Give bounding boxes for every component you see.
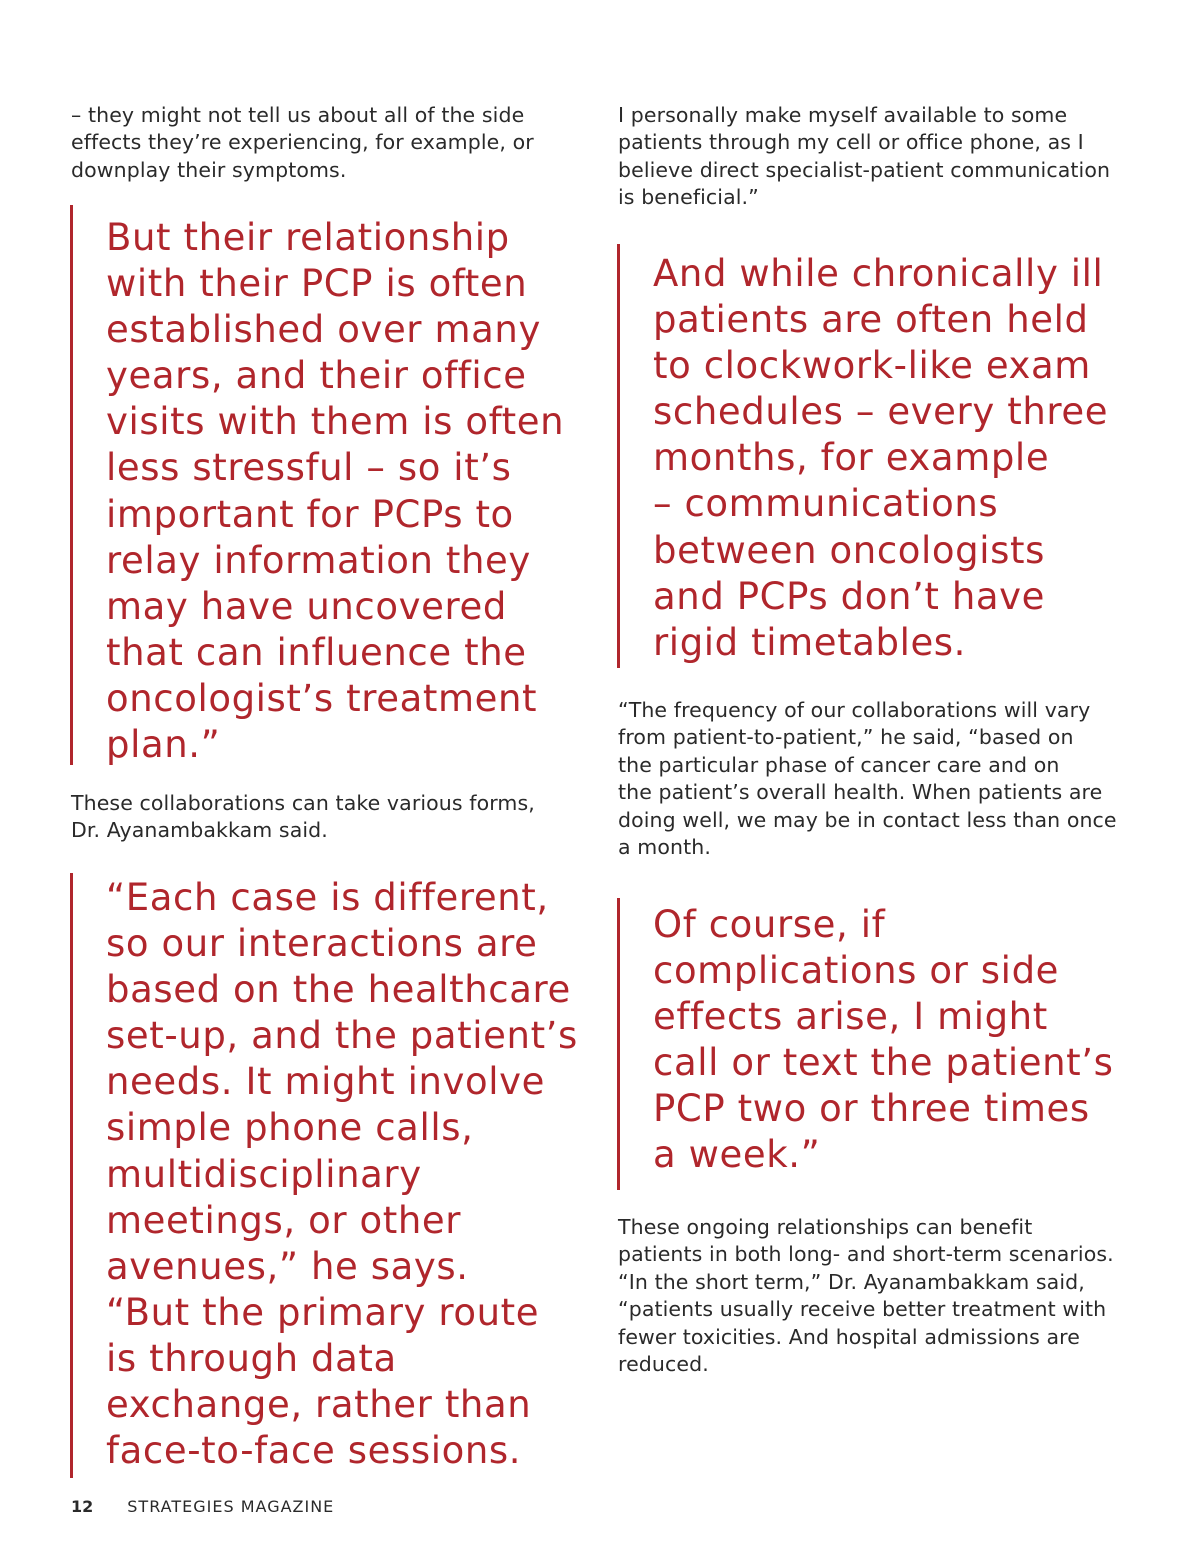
page-footer [71,1497,334,1516]
left-pull-quote-2 [70,873,578,1478]
left-pull-quote-1-text: But their relationship with their PCP is often established over many years, and their office visits with them is often less stressful – so it’s important for PCPs to relay information they may have uncovered that can influence the oncologist’s treatment plan.” [106,216,565,767]
right-pull-quote-2-text: Of course, if complications or side effects arise, I might call or text the patient’s PCP two or three times a week.” [653,903,1114,1177]
right-pull-quote-2 [617,898,1114,1190]
left-pull-quote-1 [70,205,564,765]
page-number: 12 [71,1497,94,1516]
magazine-name: STRATEGIES MAGAZINE [127,1497,335,1516]
right-pull-quote-1 [617,244,1108,668]
right-pull-quote-1-text: And while chronically ill patients are often held to clockwork-like exam schedules – every three months, for example – communications between oncologists and PCPs don’t have rigid timetables. [653,252,1109,664]
left-pull-quote-2-text: “Each case is different, so our interactions are based on the healthcare set-up, and the patient’s needs. It might involve simple phone calls, multidisciplinary meetings, or other avenues,” he says. “But the primary route is through data exchange, rather than face-to-face sessions. [106,876,578,1473]
right-paragraph-3: These ongoing relationships can benefit patients in both long- and short-term scenarios. “In the short term,” Dr. Ayanambakkam said, “patients usually receive better treatment with fewer toxicities. And hospital admissions are reduced. [618,1215,1114,1377]
left-paragraph-2: These collaborations can take various forms, Dr. Ayanambakkam said. [71,791,535,843]
right-intro-paragraph: I personally make myself available to some patients through my cell or office phone, as I believe direct specialist-patient communication is beneficial.” [618,103,1111,210]
left-intro-paragraph: – they might not tell us about all of the side effects they’re experiencing, for example, or downplay their symptoms. [71,103,534,182]
right-paragraph-2: “The frequency of our collaborations will vary from patient-to-patient,” he said, “based on the particular phase of cancer care and on the patient’s overall health. When patients are doing well, we may be in contact less than once a month. [618,698,1117,860]
